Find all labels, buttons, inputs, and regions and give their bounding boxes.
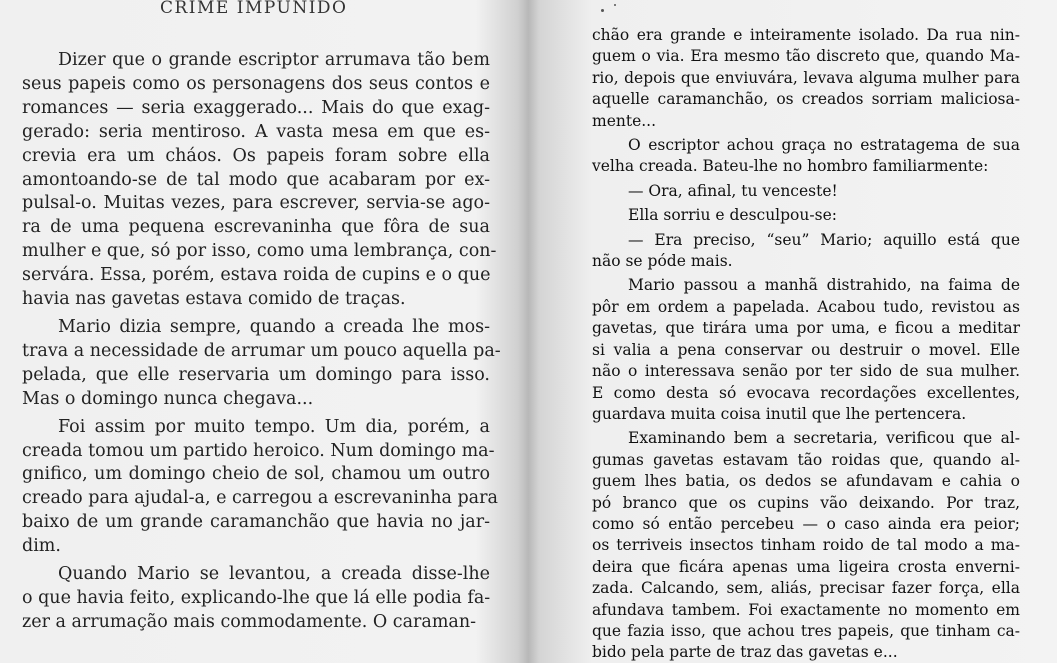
text-line: ra de uma pequena escrevaninha que fôra de sua — [22, 217, 490, 238]
paragraph — [592, 181, 1020, 202]
text-line: afundava tambem. Foi exactamente no momento em — [592, 600, 1020, 619]
paragraph — [22, 316, 501, 412]
text-line: — Ora, afinal, tu venceste! — [628, 181, 838, 200]
text-line: creada tomou um partido heroico. Num domingo ma- — [22, 440, 495, 461]
text-line: servára. Essa, porém, estava roida de cupins e o que — [22, 265, 491, 286]
print-speck — [601, 9, 604, 12]
text-line: como só então percebeu — o caso ainda era peior; — [592, 514, 1020, 533]
text-line: gavetas, que tirára uma por uma, e ficou a meditar — [592, 319, 1020, 338]
text-line: seus papeis como os personagens dos seus contos e — [22, 73, 490, 94]
text-line: chão era grande e inteiramente isolado. Da rua nin- — [592, 26, 1020, 44]
text-line: amontoando-se de tal modo que acabaram por ex- — [22, 169, 490, 190]
text-line: gnifico, um domingo cheio de sol, chamou um outro — [22, 464, 490, 485]
text-line: E como desta só evocava recordações excellentes, — [592, 383, 1020, 402]
text-line: Mario passou a manhã distrahido, na faima de — [628, 276, 1020, 295]
text-line: gumas gavetas estavam tão roidas que, quando al- — [592, 450, 1020, 469]
text-line: dim. — [22, 536, 61, 557]
text-line: mente... — [592, 111, 657, 130]
text-line: velha creada. Bateu-lhe no hombro familiarmente: — [592, 157, 989, 176]
text-line: creado para ajudal-a, e carregou a escrevaninha para — [22, 488, 498, 509]
text-line: trava a necessidade de arrumar um pouco aquella pa- — [22, 340, 501, 361]
text-line: Mario dizia sempre, quando a creada lhe mos- — [58, 316, 490, 337]
paragraph — [592, 25, 1020, 132]
text-line: o que havia feito, explicando-lhe que lá elle podia fa- — [22, 587, 491, 608]
text-line: pulsal-o. Muitas vezes, para escrever, servia-se ago- — [22, 193, 490, 214]
text-line: zer a arrumação mais commodamente. O caraman- — [22, 611, 477, 632]
text-line: Foi assim por muito tempo. Um dia, porém, a — [58, 416, 490, 437]
left-page — [0, 0, 520, 663]
left-page-text — [22, 49, 501, 639]
right-page-text — [592, 25, 1020, 663]
text-line: crevia era um cháos. Os papeis foram sobre ella — [22, 145, 490, 166]
text-line: que fazia isso, que achou tres papeis, que tinham ca- — [592, 621, 1020, 640]
paragraph — [592, 230, 1020, 273]
paragraph — [592, 135, 1020, 178]
paragraph — [22, 49, 497, 312]
text-line: Ella sorriu e desculpou-se: — [628, 206, 837, 225]
text-line: Quando Mario se levantou, a creada disse-lhe — [58, 564, 490, 585]
text-line: zada. Calcando, sem, aliás, precisar fazer força, ella — [592, 579, 1020, 598]
text-line: gerado: seria mentiroso. A vasta mesa em que es- — [22, 121, 490, 142]
paragraph — [22, 416, 498, 559]
text-line: havia nas gavetas estava comido de traças. — [22, 289, 406, 310]
text-line: não o interessava senão por ter sido de sua mulher. — [592, 362, 1020, 381]
text-line: não se póde mais. — [592, 252, 733, 271]
text-line: Examinando bem a secretaria, verificou que al- — [628, 429, 1020, 448]
print-speck — [614, 4, 616, 6]
text-line: aquelle caramanchão, os creados sorriam maliciosa- — [592, 90, 1020, 109]
text-line: bido pela parte de traz das gavetas e... — [592, 643, 898, 662]
text-line: Dizer que o grande escriptor arrumava tão bem — [58, 50, 490, 70]
text-line: baixo de um grande caramanchão que havia no jar- — [22, 512, 490, 533]
text-line: — Era preciso, “seu” Mario; aquillo está que — [628, 230, 1020, 249]
text-line: os terriveis insectos tinham roido de tal modo a ma- — [592, 536, 1020, 555]
text-line: pelada, que elle reservaria um domingo para isso. — [22, 364, 490, 385]
text-line: mulher e que, só por isso, como uma lembrança, con- — [22, 241, 497, 262]
running-head: CRIME IMPUNIDO — [160, 0, 348, 18]
text-line: guem o via. Era mesmo tão discreto que, quando Ma- — [592, 47, 1020, 66]
paragraph — [592, 205, 1020, 226]
paragraph — [22, 563, 490, 635]
text-line: romances — seria exaggerado... Mais do que exag- — [22, 97, 490, 118]
text-line: si valia a pena conservar ou destruir o movel. Elle — [592, 340, 1020, 359]
right-page — [548, 0, 1057, 663]
text-line: guem lhes batia, os dedos se afundavam e cahia o — [592, 472, 1020, 491]
paragraph — [592, 428, 1020, 663]
text-line: rio, depois que enviuvára, levava alguma mulher para — [592, 68, 1020, 87]
text-line: guardava muita coisa inutil que lhe pertencera. — [592, 404, 967, 423]
text-line: deira que ficára apenas uma ligeira crosta enverni- — [592, 557, 1020, 576]
text-line: pôr em ordem a papelada. Acabou tudo, revistou as — [592, 297, 1020, 316]
text-line: pó branco que os cupins vão deixando. Por traz, — [592, 493, 1020, 512]
text-line: O escriptor achou graça no estratagema de sua — [628, 136, 1020, 155]
paragraph — [592, 275, 1020, 425]
text-line: Mas o domingo nunca chegava... — [22, 388, 314, 409]
